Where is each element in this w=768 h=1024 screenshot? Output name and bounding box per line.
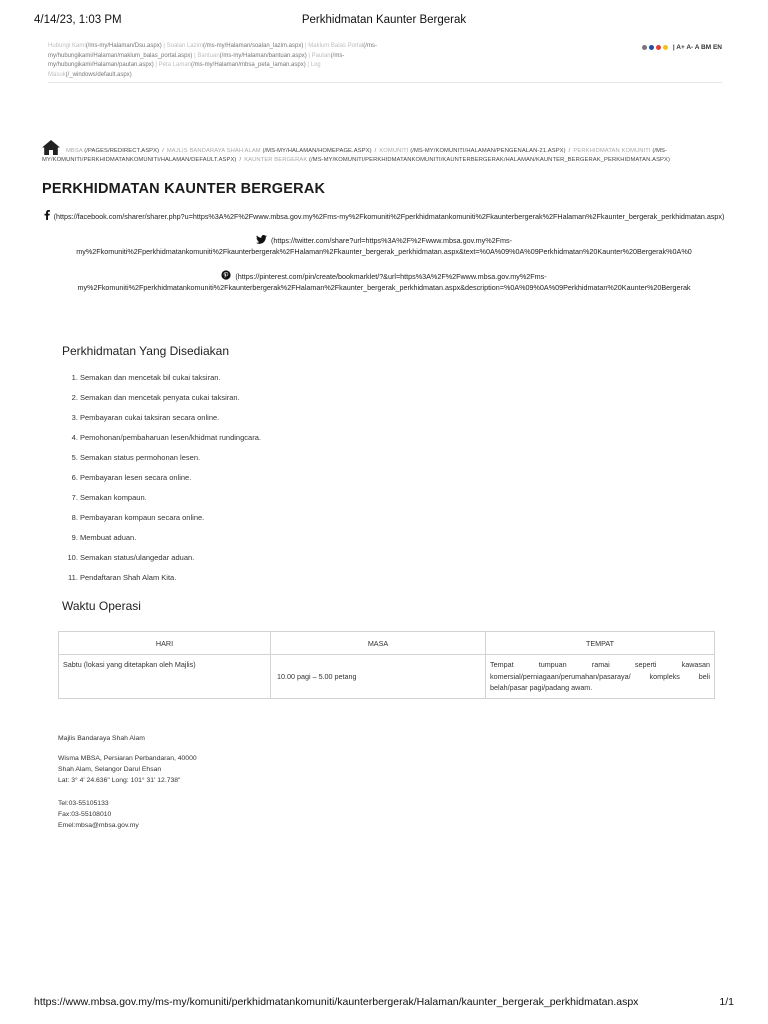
page-title: PERKHIDMATAN KAUNTER BERGERAK <box>42 181 326 197</box>
services-list <box>58 373 261 593</box>
share-facebook[interactable] <box>34 210 734 222</box>
top-link-href: (/ms-my/hubungikami/Halaman/pautan.aspx) <box>48 52 345 68</box>
col-masa: MASA <box>271 632 486 655</box>
breadcrumb-separator: / <box>568 148 571 155</box>
share-facebook-link[interactable]: (https://facebook.com/sharer/sharer.php?u=https%3A%2F%2Fwww.mbsa.gov.my%2Fms-my%2Fkomuniti%2Fperkhidmatankomuniti%2Fkaunterbergerak%2FHalaman%2Fkaunter_bergerak_perkhidmatan.aspx) <box>53 212 725 221</box>
top-link[interactable]: Peta Laman <box>158 62 191 68</box>
breadcrumb-href: (/PAGES/REDIRECT.ASPX) <box>84 148 160 155</box>
share-twitter[interactable] <box>34 235 734 257</box>
list-item: 3. Pembayaran cukai taksiran secara online. <box>80 413 261 433</box>
top-link-href: (/ms-my/Halaman/mbsa_peta_laman.aspx) <box>191 62 306 68</box>
top-link-href: (/ms-my/Halaman/bantuan.aspx) <box>219 52 307 59</box>
list-item: 9. Membuat aduan. <box>80 533 261 553</box>
link-separator: | <box>303 43 309 49</box>
list-item: 6. Pembayaran lesen secara online. <box>80 473 261 493</box>
link-separator: | <box>306 52 312 59</box>
breadcrumb-href: (/MS-MY/HALAMAN/HOMEPAGE.ASPX) <box>262 148 372 155</box>
table-row <box>59 655 715 699</box>
share-links <box>34 210 734 306</box>
share-pinterest-link[interactable]: (https://pinterest.com/pin/create/bookmarklet/?&url=https%3A%2F%2Fwww.mbsa.gov.my%2Fms-my%2Fkomuniti%2Fperkhidmatankomuniti%2Fkaunterbergerak%2FHalaman%2Fkaunter_bergerak_perkhidmatan.aspx&description=%0A%09%0A%09Perkhidmatan%20Kaunter%20Bergerak <box>77 272 691 292</box>
breadcrumb-href: (/MS-MY/KOMUNITI/PERKHIDMATANKOMUNITI/HALAMAN/DEFAULT.ASPX) <box>42 148 668 164</box>
cell-masa: 10.00 pagi – 5.00 petang <box>271 655 486 699</box>
list-item: 2. Semakan dan mencetak penyata cukai taksiran. <box>80 393 261 413</box>
breadcrumb-item[interactable]: MAJLIS BANDARAYA SHAH ALAM <box>166 148 261 155</box>
share-pinterest[interactable] <box>34 270 734 293</box>
top-link-href: (/ms-my/hubungikami/Halaman/maklum_balas_portal.aspx) <box>48 43 377 59</box>
share-twitter-link[interactable]: (https://twitter.com/share?url=https%3A%2F%2Fwww.mbsa.gov.my%2Fms-my%2Fkomuniti%2Fperkhidmatankomuniti%2Fkaunterbergerak%2FHalaman%2Fkaunter_bergerak_perkhidmatan.aspx&text=%0A%09%0A%09Perkhidmatan%20Kaunter%20Bergerak%0A%0 <box>76 236 692 256</box>
footer-tel: Tel:03-55105133 <box>58 800 109 807</box>
list-item: 7. Semakan kompaun. <box>80 493 261 513</box>
twitter-icon <box>256 235 267 244</box>
top-link[interactable]: Log Masuk <box>48 62 321 78</box>
top-link-href: (/_windows/default.aspx) <box>65 71 132 78</box>
top-link-href: (/ms-my/Halaman/soalan_lazim.aspx) <box>202 43 304 49</box>
breadcrumb-separator: / <box>239 157 242 164</box>
font-size-language-controls[interactable]: | A+ A- A BM EN <box>672 44 722 51</box>
operations-heading: Waktu Operasi <box>62 599 141 613</box>
print-page-number: 1/1 <box>719 996 734 1008</box>
site-footer <box>58 733 197 831</box>
footer-fax: Fax:03-55108010 <box>58 811 112 818</box>
breadcrumb-href: (/MS-MY/KOMUNITI/HALAMAN/PENGENALAN-21.ASPX) <box>410 148 566 155</box>
home-icon[interactable] <box>42 140 60 155</box>
print-date: 4/14/23, 1:03 PM <box>34 14 122 26</box>
top-link[interactable]: Soalan Lazim <box>166 43 203 49</box>
breadcrumb-item[interactable]: KOMUNITI <box>379 148 409 155</box>
list-item: 4. Pemohonan/pembaharuan lesen/khidmat rundingcara. <box>80 433 261 453</box>
footer-address-line: Shah Alam, Selangor Darul Ehsan <box>58 766 162 773</box>
top-link[interactable]: Pautan <box>311 52 331 59</box>
link-separator: | <box>192 52 198 59</box>
list-item: 5. Semakan status permohonan lesen. <box>80 453 261 473</box>
cell-tempat: Tempat tumpuan ramai seperti kawasan komersial/perniagaan/perumahan/pasaraya/ kompleks beli belah/pasar pagi/padang awam. <box>486 655 715 699</box>
breadcrumb-item[interactable]: PERKHIDMATAN KOMUNITI <box>573 148 651 155</box>
print-footer <box>34 996 734 1012</box>
footer-address-line: Wisma MBSA, Persiaran Perbandaran, 40000 <box>58 755 197 762</box>
top-link[interactable]: Bantuan <box>197 52 220 59</box>
list-item: 10. Semakan status/ulangedar aduan. <box>80 553 261 573</box>
breadcrumb-separator: / <box>374 148 377 155</box>
facebook-icon <box>44 210 50 220</box>
print-title: Perkhidmatan Kaunter Bergerak <box>301 14 467 26</box>
breadcrumb-item[interactable]: MBSA <box>66 148 83 155</box>
pinterest-icon <box>221 270 231 280</box>
link-separator: | <box>161 43 167 49</box>
theme-dot-yellow[interactable] <box>663 45 668 50</box>
list-item: 11. Pendaftaran Shah Alam Kita. <box>80 573 261 593</box>
col-hari: HARI <box>59 632 271 655</box>
top-link-href: (/ms-my/Halaman/Dsu.aspx) <box>85 43 162 49</box>
col-tempat: TEMPAT <box>486 632 715 655</box>
top-link[interactable]: Hubungi Kami <box>48 43 86 49</box>
breadcrumb <box>42 146 732 165</box>
top-bar <box>48 42 722 83</box>
list-item: 8. Pembayaran kompaun secara online. <box>80 513 261 533</box>
services-heading: Perkhidmatan Yang Disediakan <box>62 344 229 358</box>
breadcrumb-href: (/MS-MY/KOMUNITI/PERKHIDMATANKOMUNITI/KAUNTERBERGERAK/HALAMAN/KAUNTER_BERGERAK_PERKHIDMATAN.ASPX) <box>309 157 671 164</box>
cell-hari: Sabtu (lokasi yang ditetapkan oleh Majlis) <box>59 655 271 699</box>
footer-org: Majlis Bandaraya Shah Alam <box>58 735 145 742</box>
operations-table <box>58 631 715 699</box>
theme-dot-grey[interactable] <box>642 45 647 50</box>
footer-email[interactable]: Emel:mbsa@mbsa.gov.my <box>58 822 139 829</box>
breadcrumb-separator: / <box>162 148 164 155</box>
theme-dot-blue[interactable] <box>649 45 654 50</box>
link-separator: | <box>153 62 159 68</box>
breadcrumb-item[interactable]: KAUNTER BERGERAK <box>244 157 308 164</box>
print-header <box>34 14 734 30</box>
top-link[interactable]: Maklum Balas Portal <box>308 43 364 49</box>
link-separator: | <box>305 62 311 68</box>
accessibility-tools <box>642 44 722 51</box>
top-links <box>48 42 378 80</box>
list-item: 1. Semakan dan mencetak bil cukai taksiran. <box>80 373 261 393</box>
print-url: https://www.mbsa.gov.my/ms-my/komuniti/perkhidmatankomuniti/kaunterbergerak/Halaman/kaunter_bergerak_perkhidmatan.aspx <box>34 996 639 1008</box>
theme-dot-red[interactable] <box>656 45 661 50</box>
footer-coordinates: Lat: 3° 4' 24.636" Long: 101° 31' 12.738" <box>58 777 181 784</box>
